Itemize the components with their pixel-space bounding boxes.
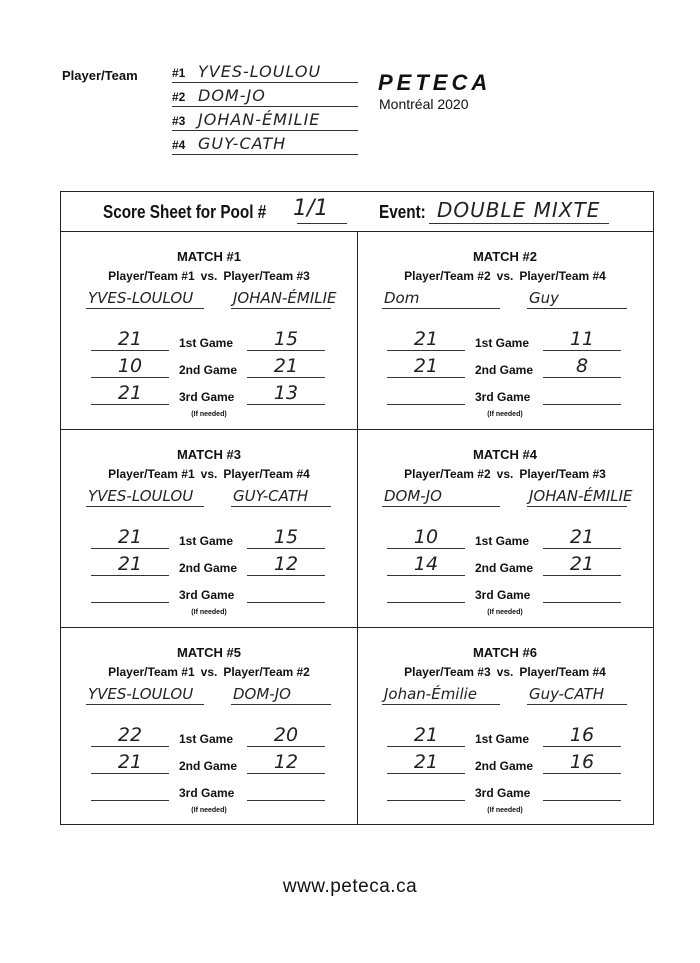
team-a-name-line: [86, 682, 204, 705]
if-needed-note: (If needed): [487, 411, 523, 418]
team-a-label: Player/Team #1: [108, 269, 195, 283]
pool-line: [297, 223, 347, 224]
match-teams: [61, 467, 357, 481]
team-b-name-line: [231, 682, 331, 705]
score-a: 10: [413, 526, 439, 548]
game-row: [357, 751, 653, 776]
game-row: [61, 724, 357, 749]
player-team-label: Player/Team: [62, 68, 138, 83]
team-a-name: YVES-LOULOU: [88, 487, 194, 505]
match-teams: [61, 269, 357, 283]
score-a-line: [91, 726, 169, 747]
game-row: [61, 751, 357, 776]
game-label: 2nd Game: [475, 363, 534, 377]
vs-label: vs.: [496, 269, 514, 283]
score-a: 22: [117, 724, 143, 746]
team-b-name: DOM-JO: [233, 685, 291, 703]
match-title: MATCH #3: [176, 447, 242, 462]
player-team-name: YVES-LOULOU: [198, 62, 322, 81]
player-team-number: #3: [172, 114, 186, 128]
team-b-name: GUY-CATH: [233, 487, 309, 505]
score-b-line: [247, 753, 325, 774]
score-a-line: [387, 582, 465, 603]
score-b-line: [247, 780, 325, 801]
score-sheet: [60, 191, 654, 825]
game-row: [61, 355, 357, 380]
team-a-label: Player/Team #1: [108, 665, 195, 679]
match-title: MATCH #4: [472, 447, 538, 462]
score-b: 12: [273, 751, 299, 773]
score-b: 15: [273, 328, 299, 350]
match-teams: [357, 467, 653, 481]
score-a-line: [387, 357, 465, 378]
game-row: [357, 385, 653, 407]
game-row: [357, 553, 653, 578]
vs-label: vs.: [200, 467, 218, 481]
team-b-name-line: [527, 484, 633, 507]
score-a-line: [91, 384, 169, 405]
sheet-title-bar: [61, 192, 653, 232]
team-b-name-line: [527, 286, 627, 309]
team-a-name-line: [86, 286, 204, 309]
score-b-line: [543, 330, 621, 351]
player-team-4-row: [172, 132, 358, 155]
team-a-label: Player/Team #2: [404, 467, 491, 481]
score-a-line: [91, 357, 169, 378]
game-label: 2nd Game: [179, 759, 238, 773]
game-row: [357, 724, 653, 749]
if-needed-note: (If needed): [191, 609, 227, 616]
game-label: 1st Game: [475, 534, 530, 548]
score-b-line: [543, 357, 621, 378]
player-team-1-row: [172, 60, 358, 83]
vs-label: vs.: [200, 665, 218, 679]
score-a-line: [387, 780, 465, 801]
match-teams: [357, 665, 653, 679]
brand-subtitle: Montréal 2020: [379, 96, 469, 112]
player-team-name: JOHAN-ÉMILIE: [198, 110, 321, 129]
team-b-label: Player/Team #3: [223, 269, 310, 283]
game-row: [61, 328, 357, 353]
game-label: 1st Game: [179, 336, 234, 350]
pool-value: 1/1: [293, 196, 329, 221]
score-a-line: [387, 528, 465, 549]
score-b: 20: [273, 724, 299, 746]
score-b: 15: [273, 526, 299, 548]
team-b-name: Guy: [529, 289, 560, 307]
score-a-line: [387, 555, 465, 576]
score-b-line: [543, 780, 621, 801]
score-a: 21: [117, 526, 143, 548]
score-a-line: [387, 384, 465, 405]
score-b-line: [247, 528, 325, 549]
game-row: [61, 583, 357, 605]
game-label: 2nd Game: [475, 561, 534, 575]
game-row: [61, 526, 357, 551]
score-b: 21: [273, 355, 299, 377]
vs-label: vs.: [496, 665, 514, 679]
if-needed-note: (If needed): [191, 807, 227, 814]
match-teams: [357, 269, 653, 283]
score-a-line: [91, 582, 169, 603]
match-4: [357, 429, 653, 627]
event-value: DOUBLE MIXTE: [437, 198, 601, 222]
team-a-name: DOM-JO: [384, 487, 442, 505]
team-a-name: Dom: [384, 289, 420, 307]
event-line: [429, 223, 609, 224]
team-b-label: Player/Team #4: [223, 467, 310, 481]
score-a-line: [91, 555, 169, 576]
game-row: [357, 583, 653, 605]
score-b: 21: [569, 526, 595, 548]
score-a: 10: [117, 355, 143, 377]
match-title: MATCH #5: [176, 645, 242, 660]
game-label: 3rd Game: [475, 390, 531, 404]
score-b: 8: [575, 355, 589, 377]
match-title: MATCH #6: [472, 645, 538, 660]
match-2: [357, 231, 653, 429]
peteca-logo: PETECA: [378, 70, 492, 95]
game-label: 3rd Game: [475, 588, 531, 602]
footer-url: www.peteca.ca: [282, 876, 418, 897]
player-team-2-row: [172, 84, 358, 107]
team-b-label: Player/Team #2: [223, 665, 310, 679]
match-title: MATCH #1: [176, 249, 242, 264]
if-needed-note: (If needed): [191, 411, 227, 418]
team-a-name-line: [86, 484, 204, 507]
score-b-line: [247, 555, 325, 576]
score-b: 21: [569, 553, 595, 575]
score-a: 21: [117, 382, 143, 404]
team-b-name: JOHAN-ÉMILIE: [233, 289, 337, 307]
match-1: [61, 231, 357, 429]
match-title: MATCH #2: [472, 249, 538, 264]
score-b: 11: [569, 328, 595, 350]
player-team-number: #1: [172, 66, 186, 80]
team-a-label: Player/Team #3: [404, 665, 491, 679]
score-a: 14: [413, 553, 439, 575]
game-label: 3rd Game: [179, 588, 235, 602]
vs-label: vs.: [200, 269, 218, 283]
game-label: 1st Game: [475, 336, 530, 350]
team-a-name-line: [382, 286, 500, 309]
team-b-name-line: [527, 682, 627, 705]
player-team-name: GUY-CATH: [198, 134, 287, 153]
team-a-name-line: [382, 484, 500, 507]
score-b-line: [247, 582, 325, 603]
score-a: 21: [117, 751, 143, 773]
score-a: 21: [413, 724, 439, 746]
match-6: [357, 627, 653, 825]
game-row: [357, 328, 653, 353]
game-row: [357, 526, 653, 551]
team-a-name: Johan-Émilie: [384, 685, 478, 703]
score-a-line: [91, 330, 169, 351]
score-b-line: [247, 357, 325, 378]
score-b-line: [543, 753, 621, 774]
player-team-3-row: [172, 108, 358, 131]
score-a: 21: [117, 328, 143, 350]
game-label: 1st Game: [179, 534, 234, 548]
player-team-number: #2: [172, 90, 186, 104]
team-b-name-line: [231, 286, 337, 309]
score-b: 12: [273, 553, 299, 575]
score-b-line: [543, 528, 621, 549]
score-b-line: [543, 582, 621, 603]
score-b: 13: [273, 382, 299, 404]
score-a-line: [387, 753, 465, 774]
score-a: 21: [117, 553, 143, 575]
game-label: 2nd Game: [179, 363, 238, 377]
score-a: 21: [413, 328, 439, 350]
score-a-line: [91, 780, 169, 801]
score-a-line: [387, 330, 465, 351]
score-a-line: [387, 726, 465, 747]
team-b-name-line: [231, 484, 331, 507]
game-row: [357, 781, 653, 803]
score-b-line: [247, 726, 325, 747]
team-a-name: YVES-LOULOU: [88, 685, 194, 703]
team-b-label: Player/Team #4: [519, 665, 606, 679]
score-b-line: [543, 384, 621, 405]
score-a: 21: [413, 355, 439, 377]
score-b: 16: [569, 724, 595, 746]
team-a-name: YVES-LOULOU: [88, 289, 194, 307]
score-a: 21: [413, 751, 439, 773]
game-label: 1st Game: [179, 732, 234, 746]
score-b-line: [543, 555, 621, 576]
game-label: 3rd Game: [179, 390, 235, 404]
match-5: [61, 627, 357, 825]
game-row: [61, 781, 357, 803]
game-label: 2nd Game: [475, 759, 534, 773]
game-label: 1st Game: [475, 732, 530, 746]
game-row: [61, 382, 357, 407]
team-b-label: Player/Team #4: [519, 269, 606, 283]
score-b-line: [247, 330, 325, 351]
team-b-name: Guy-CATH: [529, 685, 604, 703]
score-b-line: [247, 384, 325, 405]
match-3: [61, 429, 357, 627]
team-a-label: Player/Team #1: [108, 467, 195, 481]
game-label: 2nd Game: [179, 561, 238, 575]
if-needed-note: (If needed): [487, 609, 523, 616]
score-a-line: [91, 528, 169, 549]
score-b-line: [543, 726, 621, 747]
match-teams: [61, 665, 357, 679]
event-label: Event:: [379, 202, 426, 222]
team-b-label: Player/Team #3: [519, 467, 606, 481]
team-a-name-line: [382, 682, 500, 705]
vs-label: vs.: [496, 467, 514, 481]
team-b-name: JOHAN-ÉMILIE: [529, 487, 633, 505]
pool-label: Score Sheet for Pool #: [103, 202, 267, 222]
player-team-name: DOM-JO: [198, 86, 266, 105]
game-row: [357, 355, 653, 380]
game-label: 3rd Game: [179, 786, 235, 800]
if-needed-note: (If needed): [487, 807, 523, 814]
score-b: 16: [569, 751, 595, 773]
game-label: 3rd Game: [475, 786, 531, 800]
score-a-line: [91, 753, 169, 774]
game-row: [61, 553, 357, 578]
team-a-label: Player/Team #2: [404, 269, 491, 283]
player-team-number: #4: [172, 138, 186, 152]
